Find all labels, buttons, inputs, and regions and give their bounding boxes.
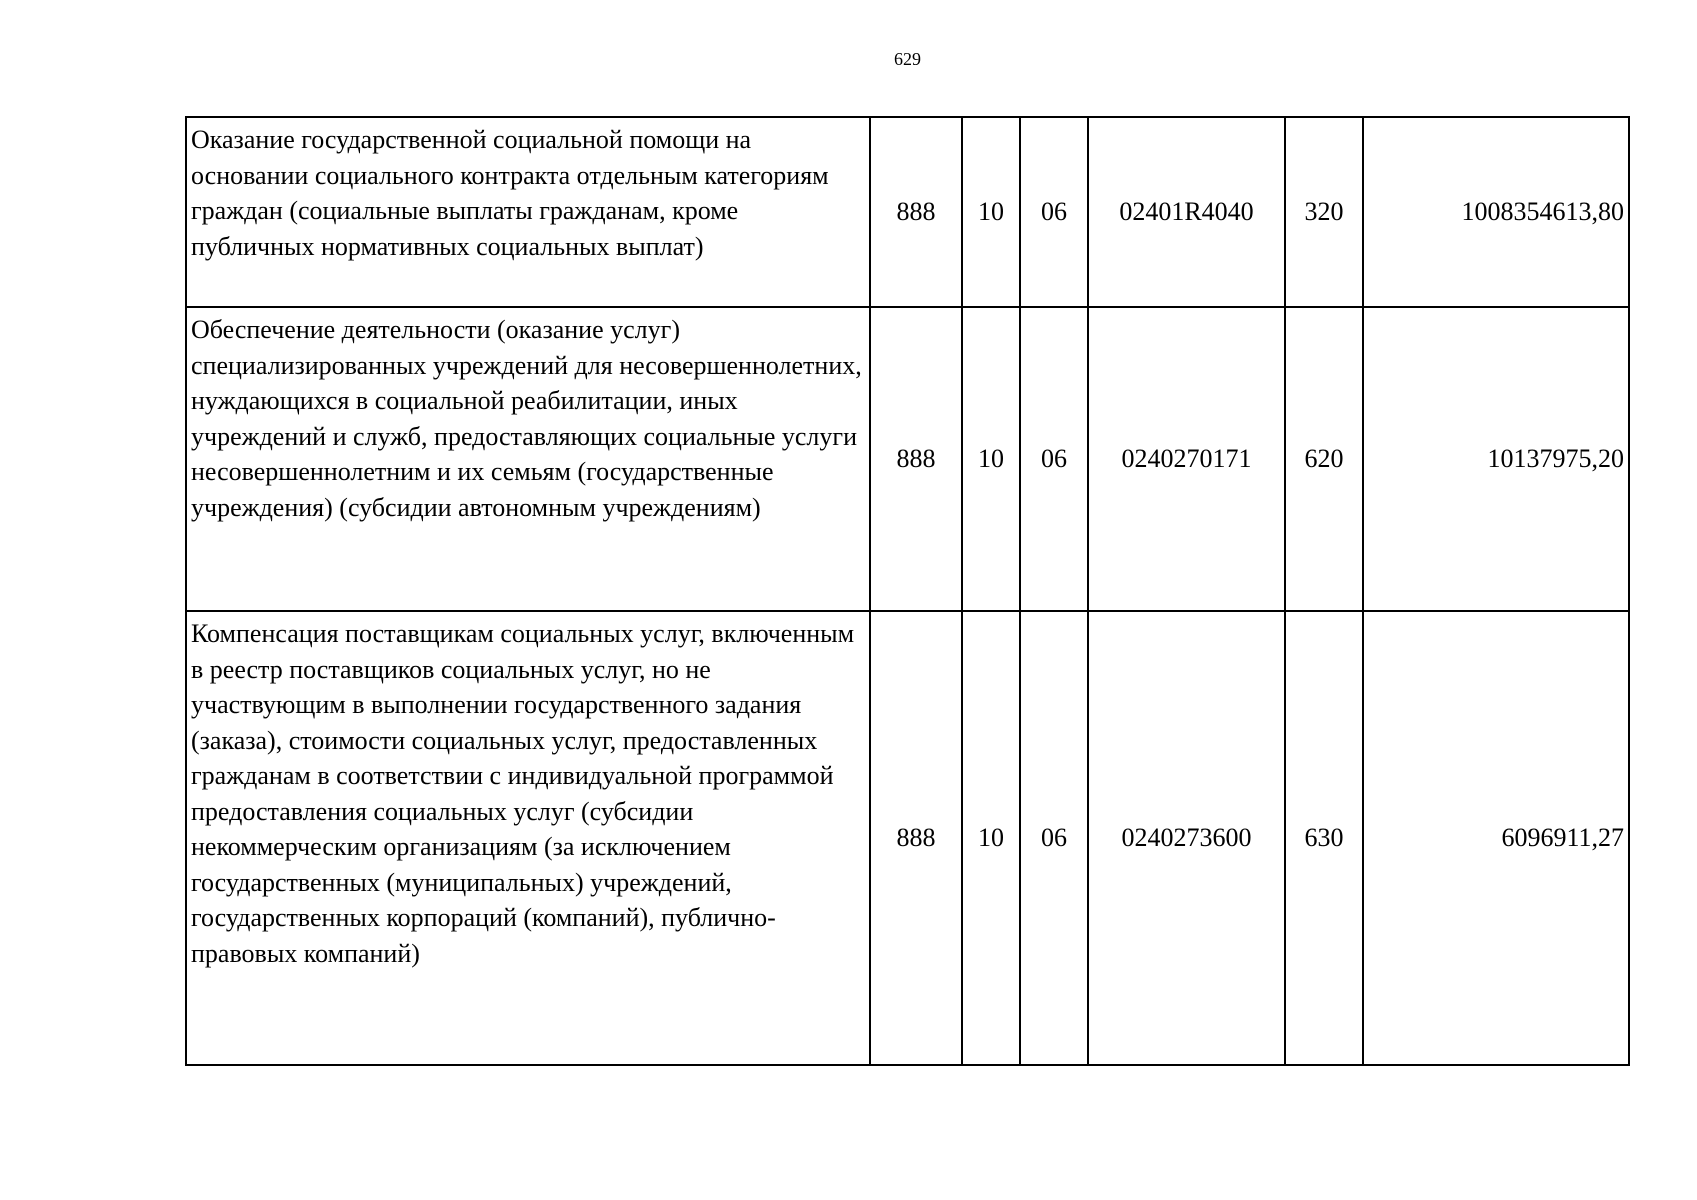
ministry-code: 888 (870, 611, 962, 1065)
subsection-code: 06 (1020, 307, 1088, 611)
target-article-code: 0240270171 (1088, 307, 1285, 611)
ministry-code: 888 (870, 307, 962, 611)
row-description: Компенсация поставщикам социальных услуг, включенным в реестр поставщиков социальных услуг, но не участвующим в выполнении государственного задания (заказа), стоимости социальных услуг, предоставленных гражданам в соответствии с индивидуальной программой предоставления социальных услуг (субсидии некоммерческим организациям (за исключением государственных (муниципальных) учреждений, государственных корпораций (компаний), публично-правовых компаний) (186, 611, 870, 1065)
table-row (186, 117, 1629, 307)
row-description: Оказание государственной социальной помощи на основании социального контракта отдельным категориям граждан (социальные выплаты гражданам, кроме публичных нормативных социальных выплат) (186, 117, 870, 307)
page-number: 629 (894, 49, 921, 69)
subsection-code: 06 (1020, 117, 1088, 307)
amount: 6096911,27 (1363, 611, 1629, 1065)
table-row (186, 307, 1629, 611)
section-code: 10 (962, 117, 1020, 307)
expense-type-code: 620 (1285, 307, 1363, 611)
row-description: Обеспечение деятельности (оказание услуг) специализированных учреждений для несовершеннолетних, нуждающихся в социальной реабилитации, иных учреждений и служб, предоставляющих социальные услуги несовершеннолетним и их семьям (государственные учреждения) (субсидии автономным учреждениям) (186, 307, 870, 611)
expense-type-code: 320 (1285, 117, 1363, 307)
subsection-code: 06 (1020, 611, 1088, 1065)
expense-type-code: 630 (1285, 611, 1363, 1065)
section-code: 10 (962, 307, 1020, 611)
budget-table (185, 116, 1630, 1066)
amount: 10137975,20 (1363, 307, 1629, 611)
target-article-code: 0240273600 (1088, 611, 1285, 1065)
ministry-code: 888 (870, 117, 962, 307)
amount: 1008354613,80 (1363, 117, 1629, 307)
table-row (186, 611, 1629, 1065)
section-code: 10 (962, 611, 1020, 1065)
target-article-code: 02401R4040 (1088, 117, 1285, 307)
